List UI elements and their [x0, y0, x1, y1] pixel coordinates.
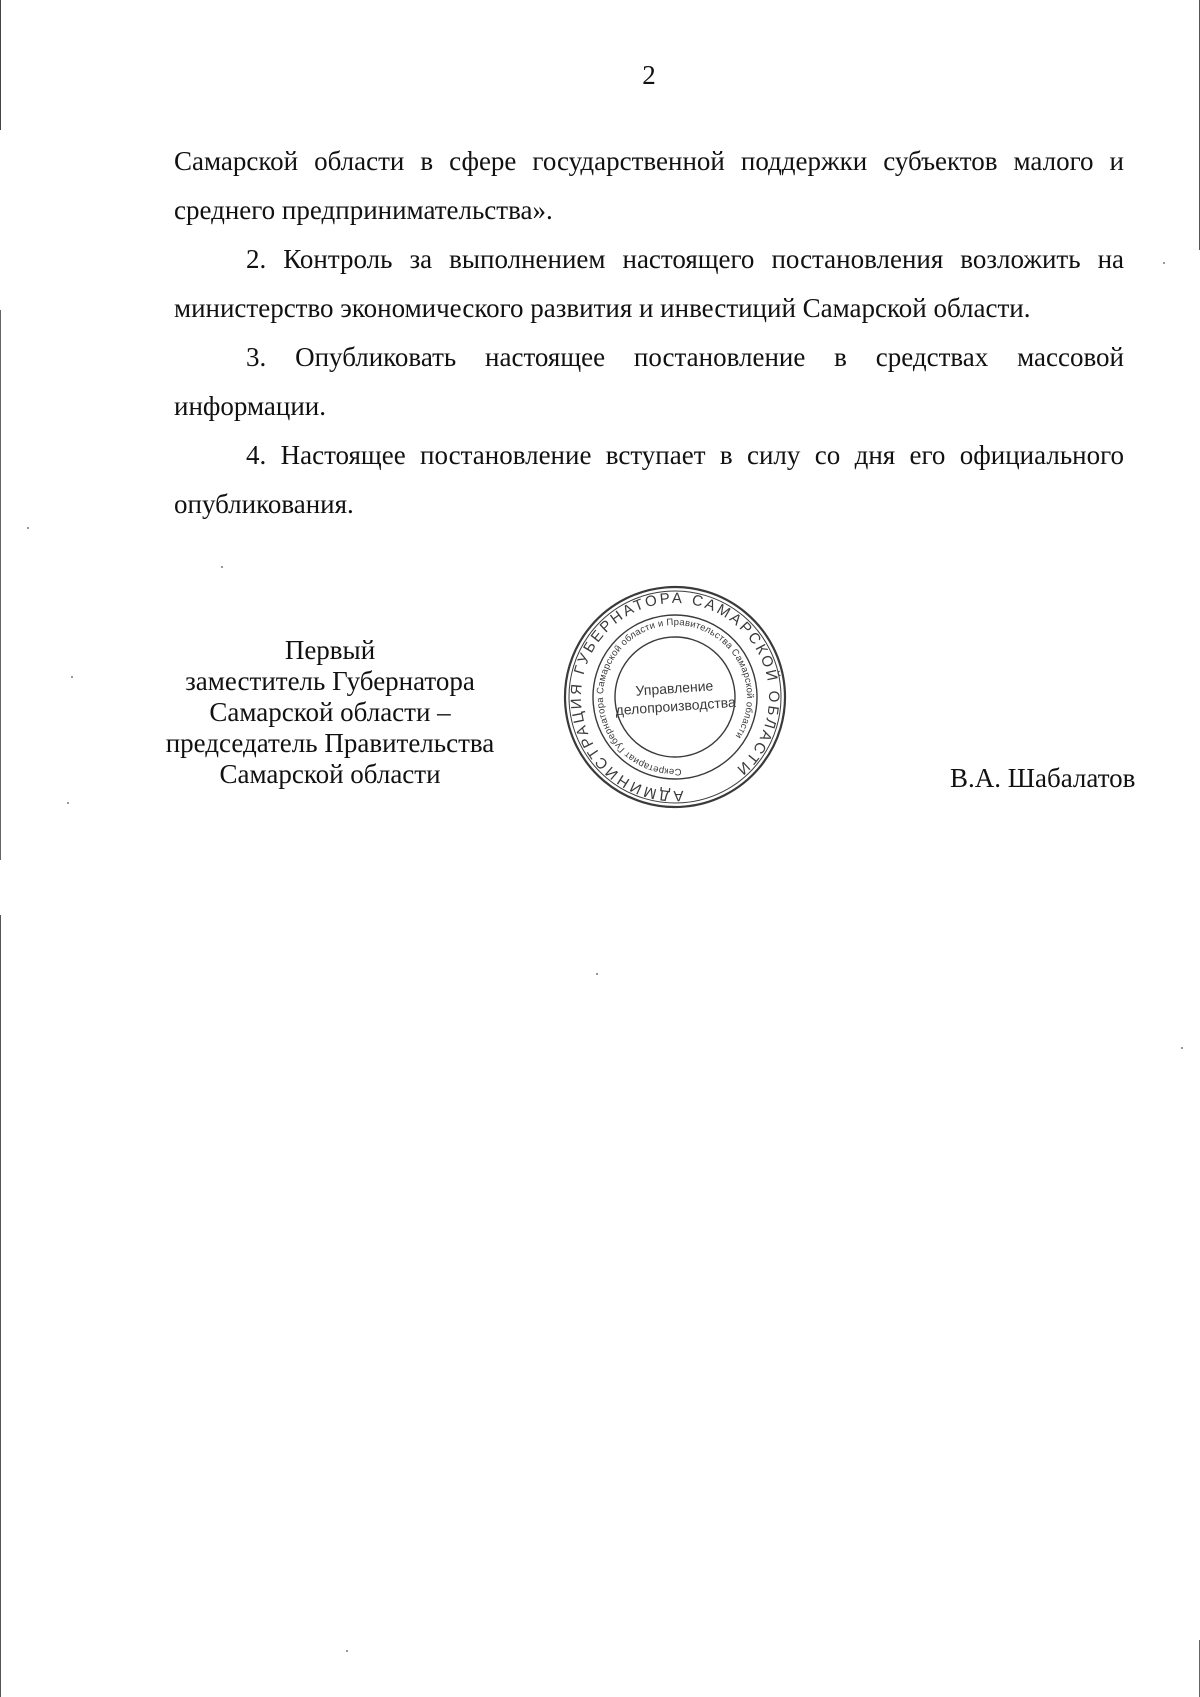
signatory-name: В.А. Шабалатов: [950, 763, 1136, 793]
scan-speck: [67, 802, 69, 804]
seal-inner-text: Секретариат Губернатора Самарской области и Правительства Самарской области: [594, 616, 756, 778]
paragraph-item-2: 2. Контроль за выполнением настоящего постановления возложить на министерство экономического развития и инвестиций Самарской области.: [174, 244, 1124, 323]
scan-speck: [27, 527, 29, 529]
position-line: Самарской области: [219, 759, 441, 789]
scan-edge-left: [0, 0, 1, 1697]
paragraph-item-3: 3. Опубликовать настоящее постановление в средствах массовой информации.: [174, 342, 1124, 421]
scan-speck: [596, 973, 598, 975]
scan-speck: [71, 676, 73, 678]
scan-speck: [1181, 1047, 1183, 1049]
paragraph-continuation: Самарской области в сфере государственной поддержки субъектов малого и среднего предпринимательства».: [174, 146, 1124, 225]
page-number: 2: [642, 60, 656, 90]
scan-speck: [1163, 262, 1165, 264]
seal-center-line-1: Управление: [634, 677, 714, 699]
position-line: Первый: [284, 635, 376, 665]
scan-speck: [346, 1650, 348, 1652]
paragraph-item-4: 4. Настоящее постановление вступает в силу со дня его официального опубликования.: [174, 440, 1124, 519]
seal-middle-ring: [586, 608, 764, 786]
position-line: Самарской области –: [209, 697, 451, 727]
document-body: [174, 137, 1124, 529]
seal-outer-text: АДМИНИСТРАЦИЯ ГУБЕРНАТОРА САМАРСКОЙ ОБЛАСТИ: [567, 589, 783, 805]
seal-center-line-2: делопроизводства: [615, 693, 737, 719]
scan-speck: [221, 566, 223, 568]
signatory-position: [150, 635, 510, 790]
position-line: заместитель Губернатора: [185, 666, 475, 696]
official-seal-stamp: [561, 583, 789, 811]
position-line: председатель Правительства: [165, 728, 495, 758]
